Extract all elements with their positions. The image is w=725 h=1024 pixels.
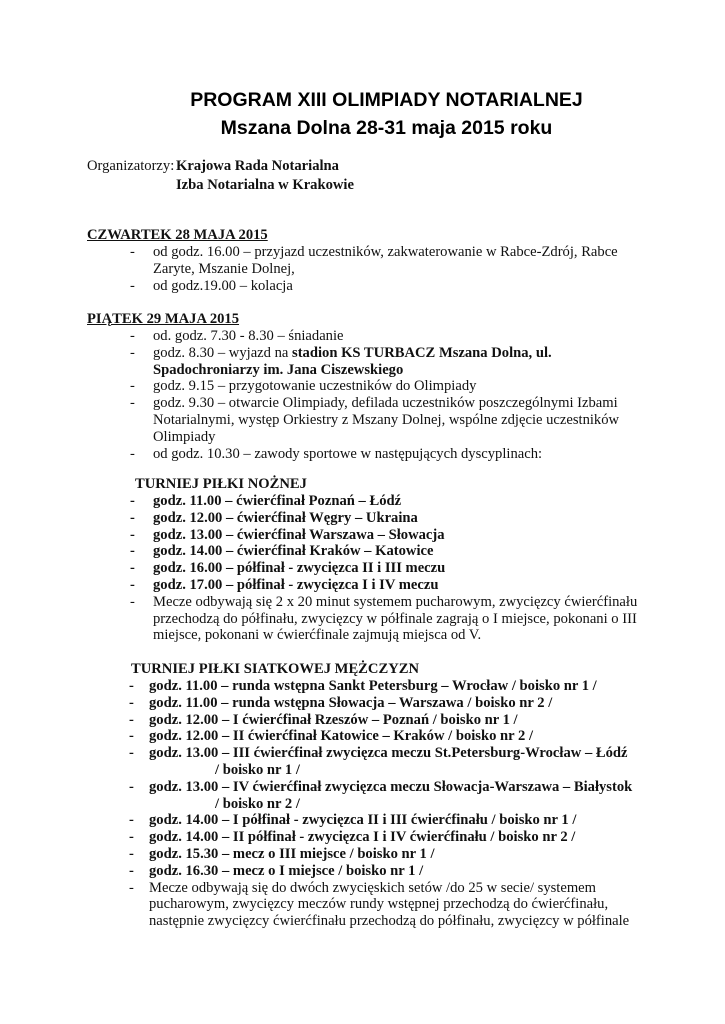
football-section bbox=[87, 475, 647, 644]
list-item: - godz. 9.15 – przygotowanie uczestników do Olimpiady bbox=[130, 378, 477, 395]
organizers-label: Organizatorzy: bbox=[87, 158, 175, 174]
match-item: - godz. 13.00 – ćwierćfinał Warszawa – Słowacja bbox=[130, 526, 445, 543]
match-item: - godz. 12.00 – I ćwierćfinał Rzeszów – Poznań / boisko nr 1 / bbox=[129, 711, 518, 728]
document-subtitle: Mszana Dolna 28-31 maja 2015 roku bbox=[220, 117, 553, 139]
match-item: - godz. 11.00 – ćwierćfinał Poznań – Łódź bbox=[130, 493, 402, 509]
friday-heading: PIĄTEK 29 MAJA 2015 bbox=[87, 311, 240, 327]
volleyball-heading: TURNIEJ PIŁKI SIATKOWEJ MĘŻCZYZN bbox=[131, 661, 420, 677]
match-item: - godz. 16.30 – mecz o I miejsce / boisko nr 1 / bbox=[129, 862, 424, 879]
list-item: - od godz.19.00 – kolacja bbox=[130, 277, 293, 294]
match-item: - godz. 14.00 – II półfinał - zwycięzca I i IV ćwierćfinału / boisko nr 2 / bbox=[129, 829, 576, 846]
organizer-2: Izba Notarialna w Krakowie bbox=[176, 177, 354, 193]
list-item: - od. godz. 7.30 - 8.30 – śniadanie bbox=[130, 328, 344, 344]
document-title: PROGRAM XIII OLIMPIADY NOTARIALNEJ bbox=[190, 89, 583, 111]
match-item: - godz. 15.30 – mecz o III miejsce / boisko nr 1 / bbox=[129, 845, 435, 862]
volleyball-note: - Mecze odbywają się do dwóch zwycięskich setów /do 25 w secie/ systemem pucharowym, zwycięzcy meczów rundy wstępnej przechodzą do ćwierćfinału, następnie zwycięzcy ćwierćfinału przechodzą do półfinału, zwycięzcy w półfinale bbox=[129, 879, 630, 930]
organizers-block bbox=[87, 157, 354, 195]
football-heading: TURNIEJ PIŁKI NOŻNEJ bbox=[135, 476, 307, 492]
match-item: - godz. 12.00 – II ćwierćfinał Katowice – Kraków / boisko nr 2 / bbox=[129, 728, 534, 745]
match-item: - godz. 14.00 – I półfinał - zwycięzca II i III ćwierćfinału / boisko nr 1 / bbox=[129, 812, 577, 829]
football-note: - Mecze odbywają się 2 x 20 minut systemem pucharowym, zwycięzcy ćwierćfinału przechodzą do półfinału, zwycięzcy w półfinale zagrają o I miejsce, pokonani o III miejsce, pokonani w ćwierćfinale zajmują miejsca od V. bbox=[130, 593, 638, 644]
match-item: - godz. 17.00 – półfinał - zwycięzca I i IV meczu bbox=[130, 576, 439, 593]
match-item: - godz. 11.00 – runda wstępna Słowacja – Warszawa / boisko nr 2 / bbox=[129, 694, 553, 711]
thursday-heading: CZWARTEK 28 MAJA 2015 bbox=[87, 227, 268, 243]
match-item: - godz. 12.00 – ćwierćfinał Węgry – Ukraina bbox=[130, 509, 418, 526]
match-item: - godz. 13.00 – III ćwierćfinał zwycięzca meczu St.Petersburg-Wrocław – Łódź / boisko nr 1 / bbox=[129, 745, 628, 778]
match-item: - godz. 14.00 – ćwierćfinał Kraków – Katowice bbox=[130, 543, 434, 560]
list-item: - od godz. 16.00 – przyjazd uczestników, zakwaterowanie w Rabce-Zdrój, Rabce Zaryte, Mszanie Dolnej, bbox=[130, 244, 618, 277]
friday-section bbox=[87, 310, 647, 462]
match-item: - godz. 11.00 – runda wstępna Sankt Petersburg – Wrocław / boisko nr 1 / bbox=[129, 678, 597, 694]
match-item: - godz. 13.00 – IV ćwierćfinał zwycięzca meczu Słowacja-Warszawa – Białystok / boisko nr 2 / bbox=[129, 778, 633, 812]
list-item: - od godz. 10.30 – zawody sportowe w następujących dyscyplinach: bbox=[130, 445, 543, 462]
match-item: - godz. 16.00 – półfinał - zwycięzca II i III meczu bbox=[130, 560, 446, 577]
organizer-1: Krajowa Rada Notarialna bbox=[176, 158, 339, 174]
volleyball-section bbox=[87, 660, 647, 930]
thursday-section bbox=[87, 226, 647, 294]
list-item: - godz. 9.30 – otwarcie Olimpiady, defilada uczestników poszczególnymi Izbami Notarialnymi, występ Orkiestry z Mszany Dolnej, wspólne zdjęcie uczestników Olimpiady bbox=[130, 395, 620, 445]
list-item: - godz. 8.30 – wyjazd na stadion KS TURBACZ Mszana Dolna, ul. Spadochroniarzy im. Jana Ciszewskiego bbox=[130, 344, 552, 378]
